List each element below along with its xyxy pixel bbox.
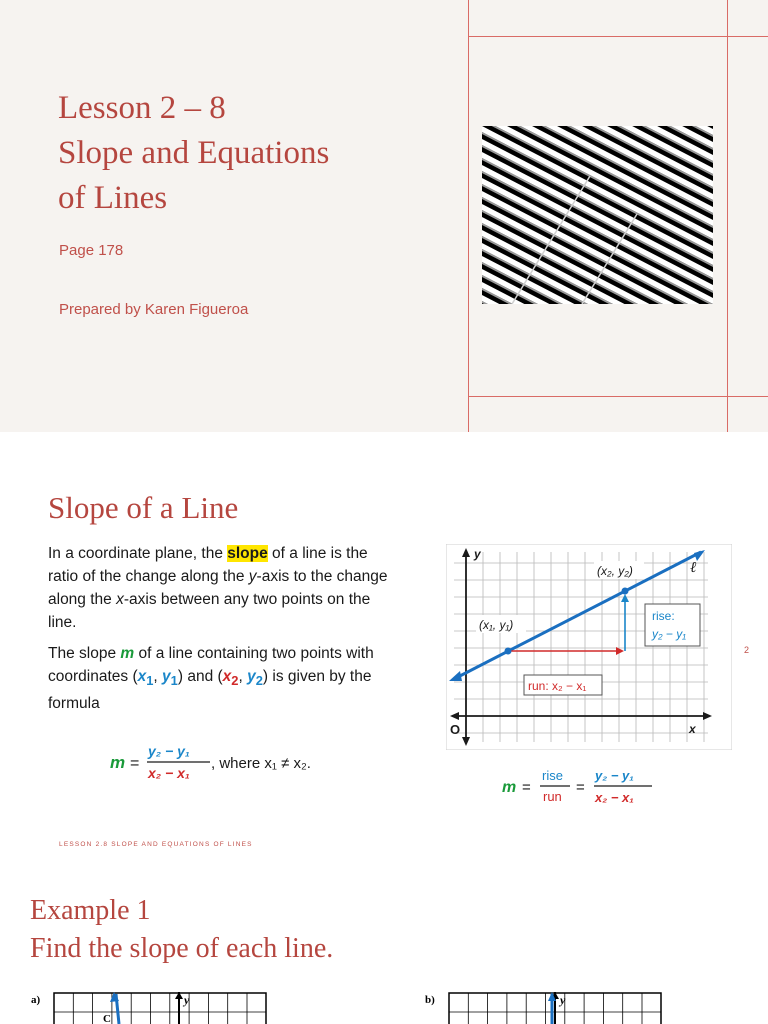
y-axis-label: y [474, 547, 481, 561]
subscript: 1 [170, 673, 178, 689]
x1-variable: x [137, 668, 147, 685]
slide-number: 2 [744, 645, 750, 655]
y2-variable: y [247, 668, 256, 685]
point-c-label: C [103, 1013, 111, 1024]
formula-m: m [110, 753, 126, 772]
formula-condition: , where x₁ ≠ x₂. [211, 755, 311, 772]
title-line: of Lines [58, 180, 168, 216]
m-variable: m [120, 645, 135, 662]
run-expression: run: x₂ − x₁ [528, 679, 587, 693]
point-1 [505, 648, 512, 655]
rise-expression: y₂ − y₁ [652, 627, 687, 641]
text: ) is given by the formula [48, 668, 372, 713]
x2-variable: x [222, 668, 232, 685]
example-slide [0, 864, 768, 1024]
page-reference: Page 178 [59, 242, 124, 259]
formula-equals: = [130, 755, 140, 772]
graph-b [448, 992, 662, 1024]
slope-formula [110, 738, 350, 788]
frame-line [468, 0, 469, 432]
slide-footer: LESSON 2.8 SLOPE AND EQUATIONS OF LINES [59, 841, 253, 848]
slide-heading: Slope of a Line [48, 490, 239, 525]
y-axis-label: y [184, 993, 190, 1007]
slope-graph [446, 544, 732, 750]
definition-paragraph [48, 542, 388, 634]
text: , [238, 668, 248, 685]
formula-m: m [502, 779, 517, 796]
example-instruction: Find the slope of each line. [30, 933, 334, 964]
text: , [153, 668, 163, 685]
origin-label: O [450, 722, 461, 737]
formula-denominator: x₂ − x₁ [148, 765, 190, 781]
rise-title: rise: [652, 609, 675, 623]
slope-highlight: slope [227, 545, 268, 562]
text: ) and ( [177, 668, 223, 685]
text: In a coordinate plane, the [48, 545, 228, 562]
text: -axis between any two points on the line. [48, 591, 371, 631]
author-credit: Prepared by Karen Figueroa [59, 301, 249, 318]
formula-denominator: x₂ − x₁ [595, 790, 634, 805]
title-slide [0, 0, 768, 432]
text: The slope [48, 645, 121, 662]
point-2-label: (x₂, y₂) [597, 564, 633, 578]
frame-line [468, 396, 768, 397]
point-2 [622, 588, 629, 595]
formula-equals: = [522, 779, 531, 796]
example-title [30, 892, 333, 968]
lesson-title [58, 86, 329, 221]
line-label: ℓ [690, 558, 697, 576]
slope-slide [0, 432, 768, 864]
formula-numerator: y₂ − y₁ [595, 768, 634, 783]
y-axis-label: y [560, 993, 566, 1007]
diagonal-stripes-image [482, 126, 713, 304]
graph-a [53, 992, 267, 1024]
rise-over-run-formula [500, 762, 670, 812]
text: of a line containing two points with coordinates ( [48, 645, 374, 685]
formula-equals: = [576, 779, 585, 796]
subscript: 2 [255, 673, 263, 689]
text: of a line is the ratio of the change along the [48, 545, 368, 585]
part-b-label: b) [425, 994, 435, 1006]
formula-numerator: y₂ − y₁ [148, 743, 190, 759]
formula-paragraph [48, 642, 388, 715]
title-line: Lesson 2 – 8 [58, 90, 226, 126]
example-heading: Example 1 [30, 895, 151, 926]
subscript: 1 [146, 673, 154, 689]
y1-variable: y [162, 668, 171, 685]
frame-line [727, 0, 728, 432]
grid [54, 993, 266, 1024]
text: -axis to the change along the [48, 568, 388, 608]
rise-word: rise [542, 768, 563, 783]
grid-border [54, 993, 266, 1024]
x-variable: x [116, 591, 124, 608]
run-word: run [543, 789, 562, 804]
point-1-label: (x₁, y₁) [479, 618, 514, 632]
subscript: 2 [231, 673, 239, 689]
part-a-label: a) [31, 994, 41, 1006]
frame-line [468, 36, 768, 37]
x-axis-label: x [689, 722, 696, 736]
title-line: Slope and Equations [58, 135, 330, 171]
slope-definition [48, 542, 388, 723]
y-variable: y [248, 568, 257, 585]
